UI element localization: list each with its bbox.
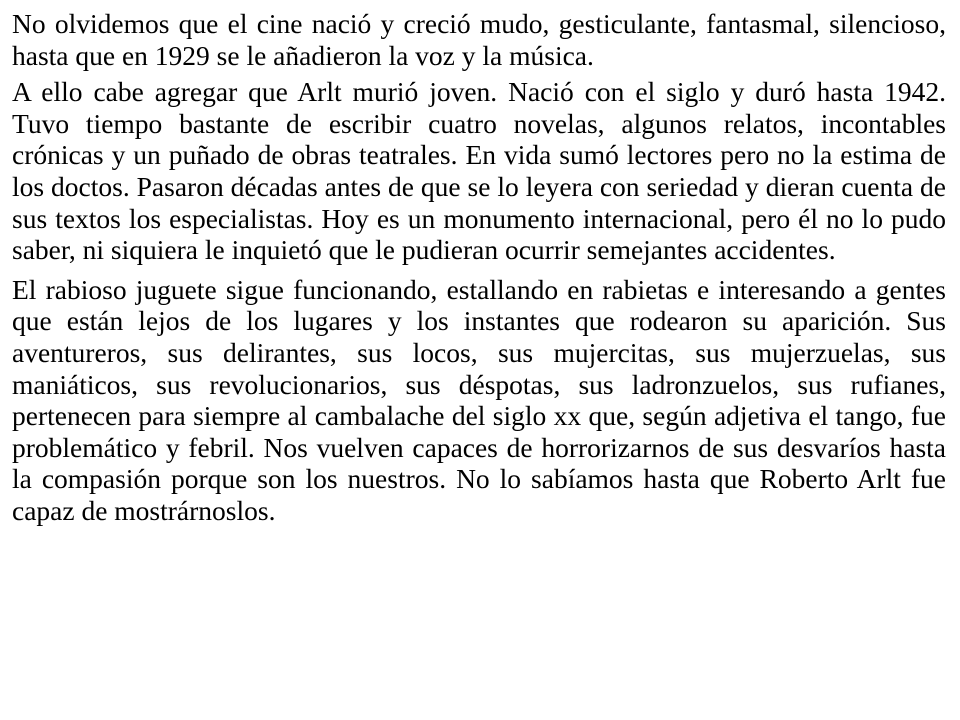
document-body	[12, 8, 946, 527]
paragraph-rabioso-juguete: El rabioso juguete sigue funcionando, estallando en rabietas e interesando a gentes que están lejos de los lugares y los instantes que rodearon su aparición. Sus aventureros, sus delirantes, sus locos, sus mujercitas, sus mujerzuelas, sus maniáticos, sus revolucionarios, sus déspotas, sus ladronzuelos, sus rufianes, pertenecen para siempre al cambalache del siglo xx que, según adjetiva el tango, fue problemático y febril. Nos vuelven capaces de horrorizarnos de sus desvaríos hasta la compasión porque son los nuestros. No lo sabíamos hasta que Roberto Arlt fue capaz de mostrárnoslos.	[12, 273, 946, 526]
paragraph-arlt-murio-joven: A ello cabe agregar que Arlt murió joven. Nació con el siglo y duró hasta 1942. Tuvo tiempo bastante de escribir cuatro novelas, algunos relatos, incontables crónicas y un puñado de obras teatrales. En vida sumó lectores pero no la estima de los doctos. Pasaron décadas antes de que se lo leyera con seriedad y dieran cuenta de sus textos los especialistas. Hoy es un monumento internacional, pero él no lo pudo saber, ni siquiera le inquietó que le pudieran ocurrir semejantes accidentes.	[12, 76, 946, 266]
paragraph-cine-mudo: No olvidemos que el cine nació y creció mudo, gesticulante, fantasmal, silencioso, hasta que en 1929 se le añadieron la voz y la música.	[12, 8, 946, 71]
